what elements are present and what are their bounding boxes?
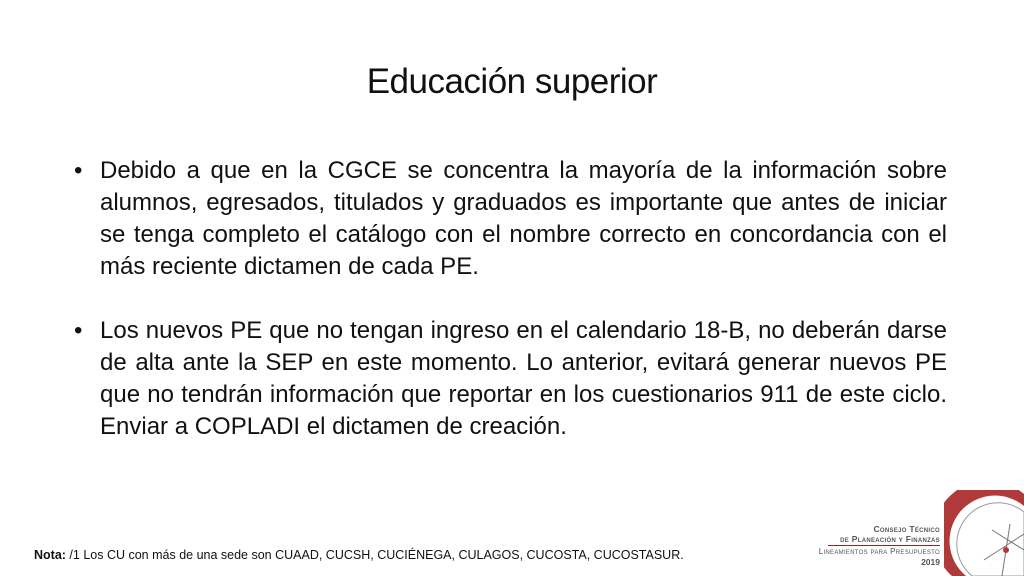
footnote-text: /1 Los CU con más de una sede son CUAAD, CUCSH, CUCIÉNEGA, CULAGOS, CUCOSTA, CUCOSTASUR. [65, 548, 684, 562]
logo-line-council: Consejo Técnico [873, 524, 940, 534]
logo-divider [828, 545, 940, 546]
logo-year: 2019 [921, 557, 940, 567]
slide-title: Educación superior [366, 62, 658, 101]
organization-logo-text [808, 524, 940, 567]
footnote-label: Nota: [34, 548, 66, 562]
footnote [34, 548, 684, 562]
circular-emblem-icon [944, 490, 1024, 576]
bullet-text: Debido a que en la CGCE se concentra la mayoría de la información sobre alumnos, egresados, titulados y graduados es importante que antes de iniciar se tenga completo el catálogo con el nombre correcto en concordancia con el más reciente dictamen de cada PE. [100, 157, 947, 280]
bullet-item [72, 315, 947, 443]
logo-line-guidelines: Lineamientos para Presupuesto [818, 547, 940, 556]
bullet-marker: • [74, 157, 83, 184]
logo-line-planning: de Planeación y Finanzas [840, 534, 940, 544]
bullet-item [72, 155, 947, 283]
bullet-list [72, 155, 947, 443]
bullet-text: Los nuevos PE que no tengan ingreso en el calendario 18-B, no deberán darse de alta ante la SEP en este momento. Lo anterior, evitará generar nuevos PE que no tendrán información que reportar en los cuestionarios 911 de este ciclo. Enviar a COPLADI el dictamen de creación. [100, 317, 947, 440]
bullet-marker: • [74, 317, 83, 344]
